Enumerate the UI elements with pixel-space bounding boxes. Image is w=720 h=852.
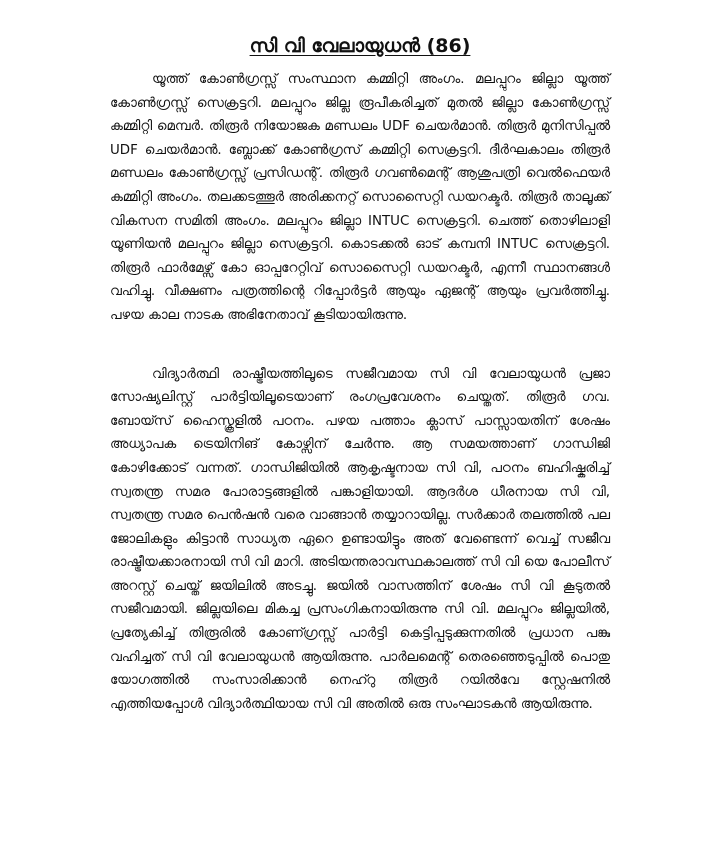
paragraph-positions: യൂത്ത് കോൺഗ്രസ്സ് സംസ്ഥാന കമ്മിറ്റി അംഗം. മലപ്പുറം ജില്ലാ യൂത്ത് കോൺഗ്രസ്സ് സെക്രട്ടറി. മലപ്പുറം ജില്ല രൂപീകരിച്ചത് മുതൽ ജില്ലാ കോൺഗ്രസ്സ് കമ്മിറ്റി മെമ്പർ. തിരൂർ നിയോജക മണ്ഡലം UDF ചെയർമാൻ. തിരൂർ മുനിസിപ്പൽ UDF ചെയർമാൻ. ബ്ലോക്ക് കോൺഗ്രസ് കമ്മിറ്റി സെക്രട്ടറി. ദീർഘകാലം തിരൂർ മണ്ഡലം കോൺഗ്രസ്സ് പ്രസിഡന്റ്. തിരൂർ ഗവൺമെന്റ് ആശുപത്രി വെൽഫെയർ കമ്മിറ്റി അംഗം. തലക്കടത്തൂർ അരിക്കനറ്റ് സൊസൈറ്റി ഡയറക്ടർ. തിരൂർ താലൂക്ക് വികസന സമിതി അംഗം. മലപ്പുറം ജില്ലാ INTUC സെക്രട്ടറി. ചെത്ത് തൊഴിലാളി യൂണിയൻ മലപ്പുറം ജില്ലാ സെക്രട്ടറി. കൊടക്കൽ ഓട് കമ്പനി INTUC സെക്രട്ടറി. തിരൂർ ഫാർമേഴ്സ് കോ ഓപ്പറേറ്റിവ് സൊസൈറ്റി ഡയറക്ടർ, എന്നീ സ്ഥാനങ്ങൾ വഹിച്ചു. വീക്ഷണം പത്രത്തിന്റെ റിപ്പോർട്ടർ ആയും ഏജന്റ് ആയും പ്രവർത്തിച്ചു. പഴയ കാല നാടക അഭിനേതാവ് കൂടിയായിരുന്നു. [110,72,610,323]
document-title: സി വി വേലായുധൻ (86) [249,35,471,57]
document-page [110,32,610,716]
paragraph-biography: വിദ്യാർത്ഥി രാഷ്ട്രീയത്തിലൂടെ സജീവമായ സി വി വേലായുധൻ പ്രജാ സോഷ്യലിസ്റ്റ് പാർട്ടിയിലൂടെയാണ് രംഗപ്രവേശനം ചെയ്തത്. തിരൂർ ഗവ. ബോയ്സ് ഹൈസ്കൂളിൽ പഠനം. പഴയ പത്താം ക്ലാസ് പാസ്സായതിന് ശേഷം അധ്യാപക ട്രെയിനിങ് കോഴ്സിന് ചേർന്നു. ആ സമയത്താണ് ഗാന്ധിജി കോഴിക്കോട് വന്നത്. ഗാന്ധിജിയിൽ ആകൃഷ്ടനായ സി വി, പഠനം ബഹിഷ്കരിച്ച് സ്വതന്ത്ര സമര പോരാട്ടങ്ങളിൽ പങ്കാളിയായി. ആദർശ ധീരനായ സി വി, സ്വതന്ത്ര സമര പെൻഷൻ വരെ വാങ്ങാൻ തയ്യാറായില്ല. സർക്കാർ തലത്തിൽ പല ജോലികളും കിട്ടാൻ സാധ്യത ഏറെ ഉണ്ടായിട്ടും അത് വേണ്ടെന്ന് വെച്ച് സജീവ രാഷ്ട്രീയക്കാരനായി സി വി മാറി. അടിയന്തരാവസ്ഥകാലത്ത് സി വി യെ പോലീസ് അറസ്റ്റ് ചെയ്ത് ജയിലിൽ അടച്ചു. ജയിൽ വാസത്തിന് ശേഷം സി വി കൂടുതൽ സജീവമായി. ജില്ലയിലെ മികച്ച പ്രസംഗികനായിരുന്നു സി വി. മലപ്പുറം ജില്ലയിൽ, പ്രത്യേകിച്ച് തിരൂരിൽ കോണ്ഗ്രസ്സ് പാർട്ടി കെട്ടിപ്പടുക്കുന്നതിൽ പ്രധാന പങ്കു വഹിച്ചത് സി വി വേലായുധൻ ആയിരുന്നു. പാർലമെന്റ് തെരഞ്ഞെടുപ്പിൽ പൊതു യോഗത്തിൽ സംസാരിക്കാൻ നെഹ്റു തിരൂർ റയിൽവേ സ്റ്റേഷനിൽ എത്തിയപ്പോൾ വിദ്യാർത്ഥിയായ സി വി അതിൽ ഒരു സംഘാടകൻ ആയിരുന്നു. [110,366,610,712]
